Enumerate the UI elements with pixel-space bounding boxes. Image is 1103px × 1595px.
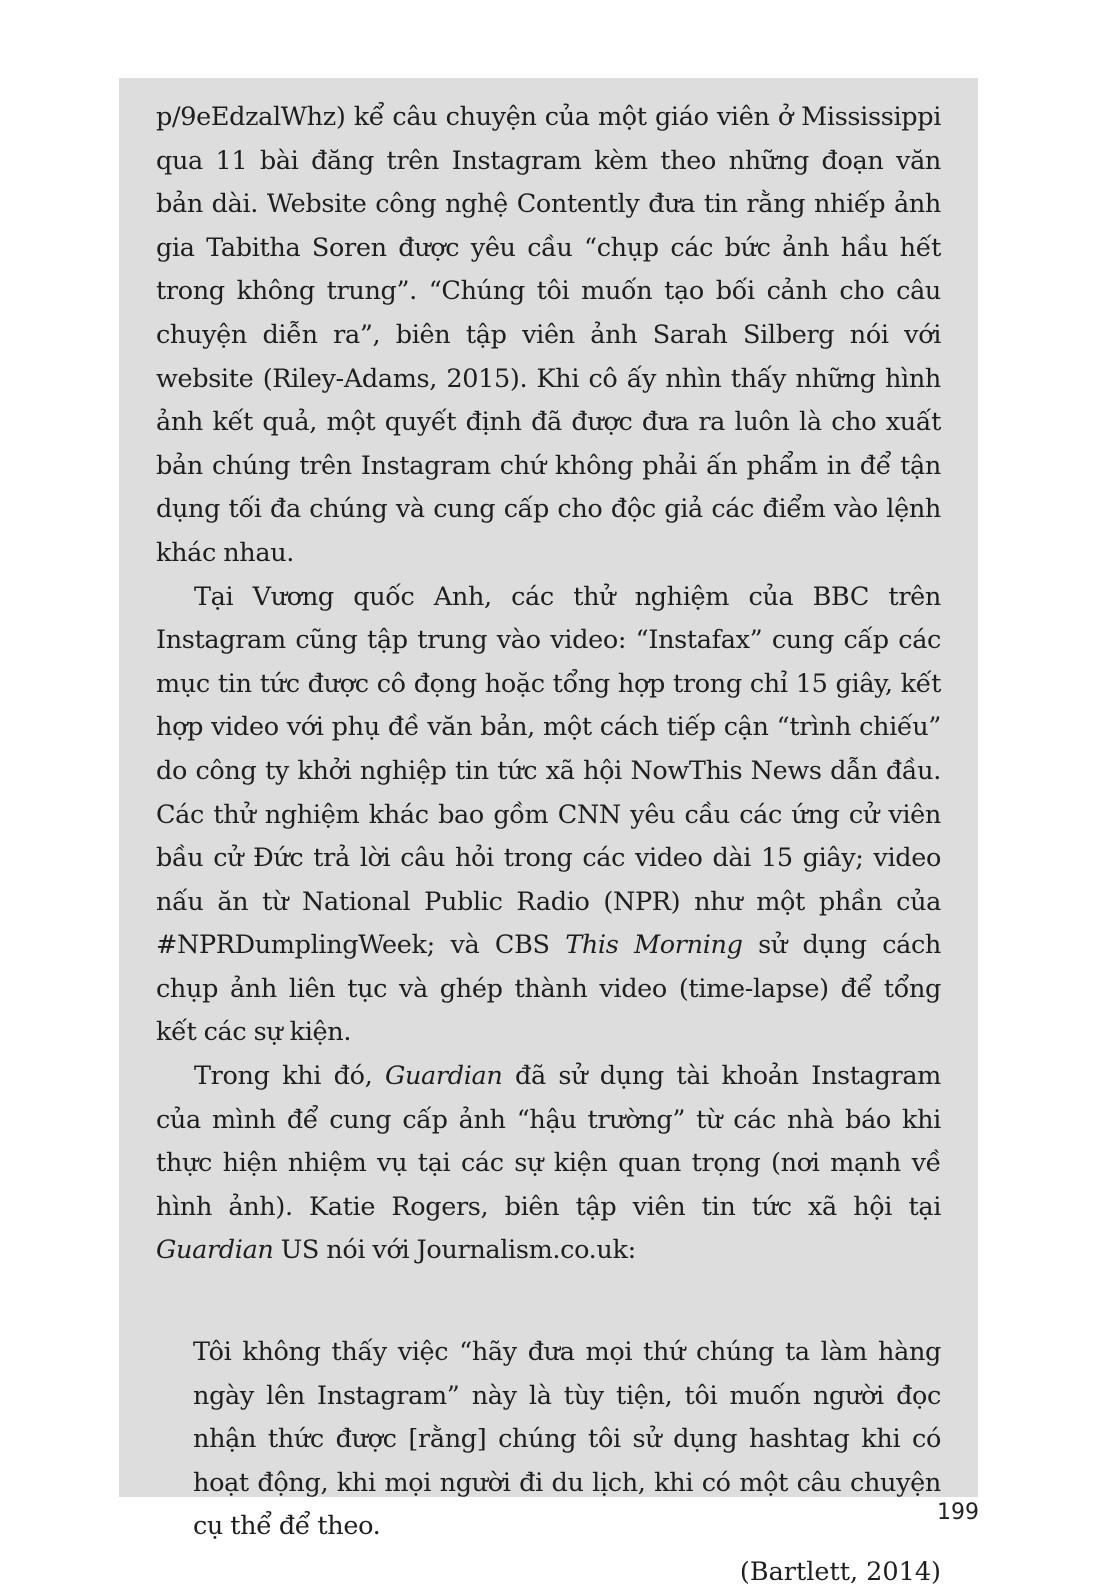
quote-text: Tôi không thấy việc “hãy đưa mọi thứ chúng ta làm hàng ngày lên Instagram” này là tùy tiện, tôi muốn người đọc nhận thức được [rằng] chúng tôi sử dụng hashtag khi có hoạt động, khi mọi người đi du lịch, khi có một câu chuyện cụ thể để theo. [193,1337,941,1542]
quote-citation: (Bartlett, 2014) [739,1557,941,1587]
block-quote [193,1331,941,1595]
paragraph-2 [156,576,941,1056]
p3-seg-0: Trong khi đó, [194,1061,385,1092]
p3-seg-3-italic: Guardian [156,1235,274,1266]
paragraph-3 [156,1055,941,1273]
p3-seg-2: đã sử dụng tài khoản Instagram của mình để cung cấp ảnh “hậu trường” từ các nhà báo khi thực hiện nhiệm vụ tại các sự kiện quan trọng (nơi mạnh về hình ảnh). Katie Rogers, biên tập viên tin tức xã hội tại [156,1061,941,1222]
p2-seg-2: sử dụng cách chụp ảnh liên tục và ghép thành video (time-lapse) để tổng kết các sự kiện. [156,930,942,1048]
p1-seg-0: p/9eEdzalWhz) kể câu chuyện của một giáo viên ở Mississippi qua 11 bài đăng trên Instagram kèm theo những đoạn văn bản dài. Website công nghệ Contently đưa tin rằng nhiếp ảnh gia Tabitha Soren được yêu cầu “chụp các bức ảnh hầu hết trong không trung”. “Chúng tôi muốn tạo bối cảnh cho câu chuyện diễn ra”, biên tập viên ảnh Sarah Silberg nói với website (Riley-Adams, 2015). Khi cô ấy nhìn thấy những hình ảnh kết quả, một quyết định đã được đưa ra luôn là cho xuất bản chúng trên Instagram chứ không phải ấn phẩm in để tận dụng tối đa chúng và cung cấp cho độc giả các điểm vào lệnh khác nhau. [156,102,941,568]
paragraph-1 [156,96,941,576]
p2-seg-1-italic: This Morning [565,930,743,961]
p2-seg-0: Tại Vương quốc Anh, các thử nghiệm của BBC trên Instagram cũng tập trung vào video: “Instafax” cung cấp các mục tin tức được cô đọng hoặc tổng hợp trong chỉ 15 giây, kết hợp video với phụ đề văn bản, một cách tiếp cận “trình chiếu” do công ty khởi nghiệp tin tức xã hội NowThis News dẫn đầu. Các thử nghiệm khác bao gồm CNN yêu cầu các ứng cử viên bầu cử Đức trả lời câu hỏi trong các video dài 15 giây; video nấu ăn từ National Public Radio (NPR) như một phần của #NPRDumplingWeek; và CBS [156,581,941,961]
p3-seg-1-italic: Guardian [384,1061,503,1092]
p3-seg-4: US nói với Journalism.co.uk: [273,1235,636,1266]
page-number: 199 [937,1500,979,1525]
